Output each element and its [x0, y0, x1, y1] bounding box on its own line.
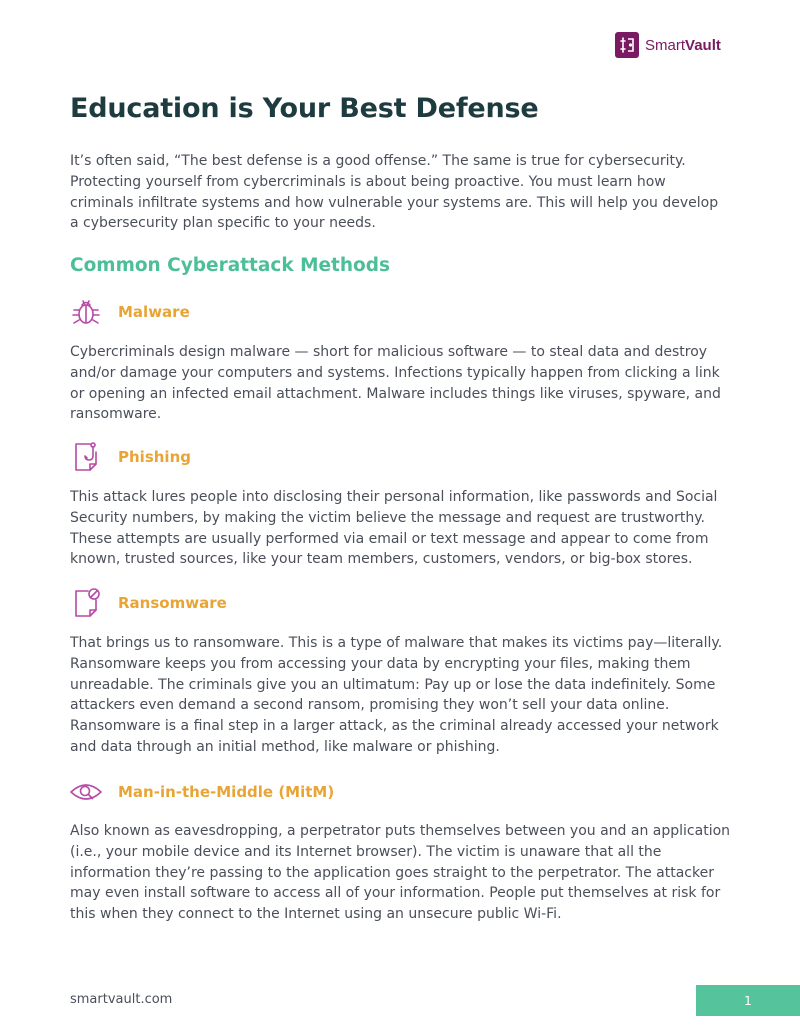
method-header-phishing — [70, 441, 191, 473]
method-header-malware — [70, 296, 190, 328]
method-body-ransomware: That brings us to ransomware. This is a type of malware that makes its victims pay—literally. Ransomware keeps you from accessing your data by encrypting your files, making them unreadable. The criminals give you an ultimatum: Pay up or lose the data indefinitely. Some attackers even demand a second ransom, promising they won’t sell your data online. Ransomware is a final step in a larger attack, as the criminal already accessed your network and data through an initial method, like malware or phishing. — [70, 635, 723, 755]
intro-paragraph: It’s often said, “The best defense is a good offense.” The same is true for cybersecurity. Protecting yourself from cybercriminals is about being proactive. You must learn how criminals infiltrate systems and how vulnerable your systems are. This will help you develop a cybersecurity plan specific to your needs. — [70, 153, 719, 232]
method-title-malware: Malware — [118, 303, 190, 321]
section-heading: Common Cyberattack Methods — [70, 255, 391, 276]
footer-url[interactable]: smartvault.com — [70, 992, 173, 1007]
method-header-mitm — [70, 776, 334, 808]
smartvault-logo-icon — [614, 31, 640, 59]
blocked-document-icon — [70, 587, 102, 619]
method-title-phishing: Phishing — [118, 448, 191, 466]
method-body-mitm: Also known as eavesdropping, a perpetrator puts themselves between you and an application (i.e., your mobile device and its Internet browser). The victim is unaware that all the information they’re passing to the application goes straight to the perpetrator. The attacker may even install software to access all of your information. People put themselves at risk for this when they connect to the Internet using an unsecure public Wi-Fi. — [70, 823, 731, 923]
brand-logo — [614, 31, 721, 59]
method-title-ransomware: Ransomware — [118, 594, 227, 612]
brand-name: SmartVault — [645, 36, 721, 54]
method-header-ransomware — [70, 587, 227, 619]
eye-magnifier-icon — [70, 776, 102, 808]
hook-document-icon — [70, 441, 102, 473]
page-number: 1 — [696, 985, 800, 1016]
page-title: Education is Your Best Defense — [70, 93, 539, 124]
method-title-mitm: Man-in-the-Middle (MitM) — [118, 783, 335, 801]
method-body-phishing: This attack lures people into disclosing their personal information, like passwords and Social Security numbers, by making the victim believe the message and request are trustworthy. These attempts are usually performed via email or text message and appear to come from known, trusted sources, like your team members, customers, vendors, or big-box stores. — [70, 489, 718, 568]
method-body-malware: Cybercriminals design malware — short for malicious software — to steal data and destroy and/or damage your computers and systems. Infections typically happen from clicking a link or opening an infected email attachment. Malware includes things like viruses, spyware, and ransomware. — [70, 344, 721, 423]
bug-icon — [70, 296, 102, 328]
